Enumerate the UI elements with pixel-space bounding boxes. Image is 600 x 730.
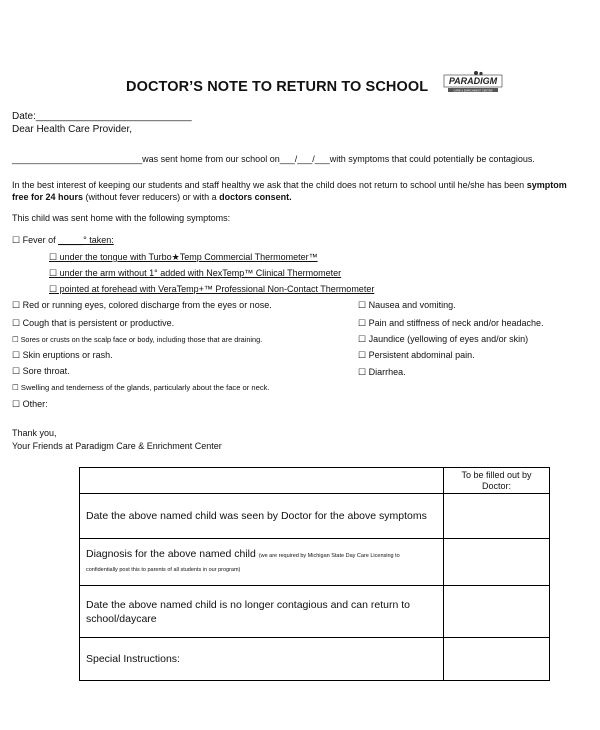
table-row [80, 586, 550, 638]
intro-text-2: (without fever reducers) or with a [85, 192, 217, 202]
symptom-sore-throat[interactable]: ☐ Sore throat. [12, 366, 70, 376]
fever-option-arm[interactable]: ☐ under the arm without 1° added with NexTemp™ Clinical Thermometer [49, 268, 342, 278]
row-instructions-label: Special Instructions: [80, 638, 444, 681]
symptom-jaundice[interactable]: ☐ Jaundice (yellowing of eyes and/or skin) [358, 334, 529, 344]
intro-emphasis-2: free for 24 hours [12, 192, 84, 202]
return-line-1: Date the above named child is no longer contagious and can return to [86, 598, 410, 611]
intro-line-1 [12, 180, 567, 190]
intro-line-2 [12, 192, 292, 202]
header-line-1: To be filled out by [461, 469, 532, 480]
symptom-abdominal-pain[interactable]: ☐ Persistent abdominal pain. [358, 350, 475, 360]
table-row [80, 539, 550, 586]
table-header-blank [80, 468, 444, 494]
logo-graphic [442, 70, 504, 94]
symptom-cough[interactable]: ☐ Cough that is persistent or productive. [12, 318, 175, 328]
intro-emphasis-3: doctors consent. [219, 192, 292, 202]
date-field: Date:____________________________ [12, 111, 192, 122]
page-title: DOCTOR’S NOTE TO RETURN TO SCHOOL [126, 79, 429, 95]
doctor-form-table [79, 467, 550, 681]
intro-text-1: In the best interest of keeping our students and staff healthy we ask that the child does not return to school until he/she has been [12, 180, 525, 190]
intro-emphasis-1: symptom [526, 180, 567, 190]
fever-option-tongue[interactable]: ☐ under the tongue with Turbo★Temp Commercial Thermometer™ [49, 252, 318, 262]
closing: Thank you, [12, 428, 57, 438]
logo-text: PARADIGM [448, 76, 498, 86]
salutation: Dear Health Care Provider, [12, 124, 133, 135]
symptom-red-eyes[interactable]: ☐ Red or running eyes, colored discharge from the eyes or nose. [12, 300, 272, 310]
symptom-sores[interactable]: ☐ Sores or crusts on the scalp face or body, including those that are draining. [12, 335, 263, 344]
row-return-label [80, 586, 444, 638]
symptom-other[interactable]: ☐ Other: [12, 399, 48, 409]
header-line-2: Doctor: [481, 480, 511, 491]
logo-subtext: CARE & ENRICHMENT CENTER [453, 89, 493, 93]
row-seen-input[interactable] [444, 494, 550, 539]
table-row [80, 494, 550, 539]
diagnosis-main: Diagnosis for the above named child [86, 548, 256, 560]
symptom-skin-rash[interactable]: ☐ Skin eruptions or rash. [12, 350, 113, 360]
return-line-2: school/daycare [86, 612, 157, 625]
row-return-input[interactable] [444, 586, 550, 638]
row-seen-label: Date the above named child was seen by Doctor for the above symptoms [80, 494, 444, 539]
symptom-nausea[interactable]: ☐ Nausea and vomiting. [358, 300, 456, 310]
symptom-diarrhea[interactable]: ☐ Diarrhea. [358, 367, 406, 377]
table-row [80, 638, 550, 681]
paradigm-logo [442, 70, 504, 94]
fever-checkbox[interactable] [12, 235, 114, 246]
table-header-doctor [444, 468, 550, 494]
sent-home-line: __________________________was sent home from our school on___/___/___with symptoms that could potentially be contagious. [12, 154, 535, 164]
signature: Your Friends at Paradigm Care & Enrichment Center [12, 441, 222, 451]
symptom-neck-pain[interactable]: ☐ Pain and stiffness of neck and/or headache. [358, 318, 544, 328]
row-diagnosis-label [80, 539, 444, 586]
row-diagnosis-input[interactable] [444, 539, 550, 586]
diagnosis-note-1: (we are required by Michigan State Day Care Licensing to [258, 553, 400, 559]
symptom-swelling[interactable]: ☐ Swelling and tenderness of the glands, particularly about the face or neck. [12, 383, 270, 392]
row-instructions-input[interactable] [444, 638, 550, 681]
fever-label: ☐ Fever of [12, 235, 56, 245]
diagnosis-note-2: confidentially post this to parents of all students in our program) [86, 567, 241, 573]
fever-option-forehead[interactable]: ☐ pointed at forehead with VeraTemp+™ Professional Non-Contact Thermometer [49, 284, 375, 294]
symptoms-intro: This child was sent home with the following symptoms: [12, 213, 231, 223]
fever-blank: _____° taken: [58, 235, 114, 245]
